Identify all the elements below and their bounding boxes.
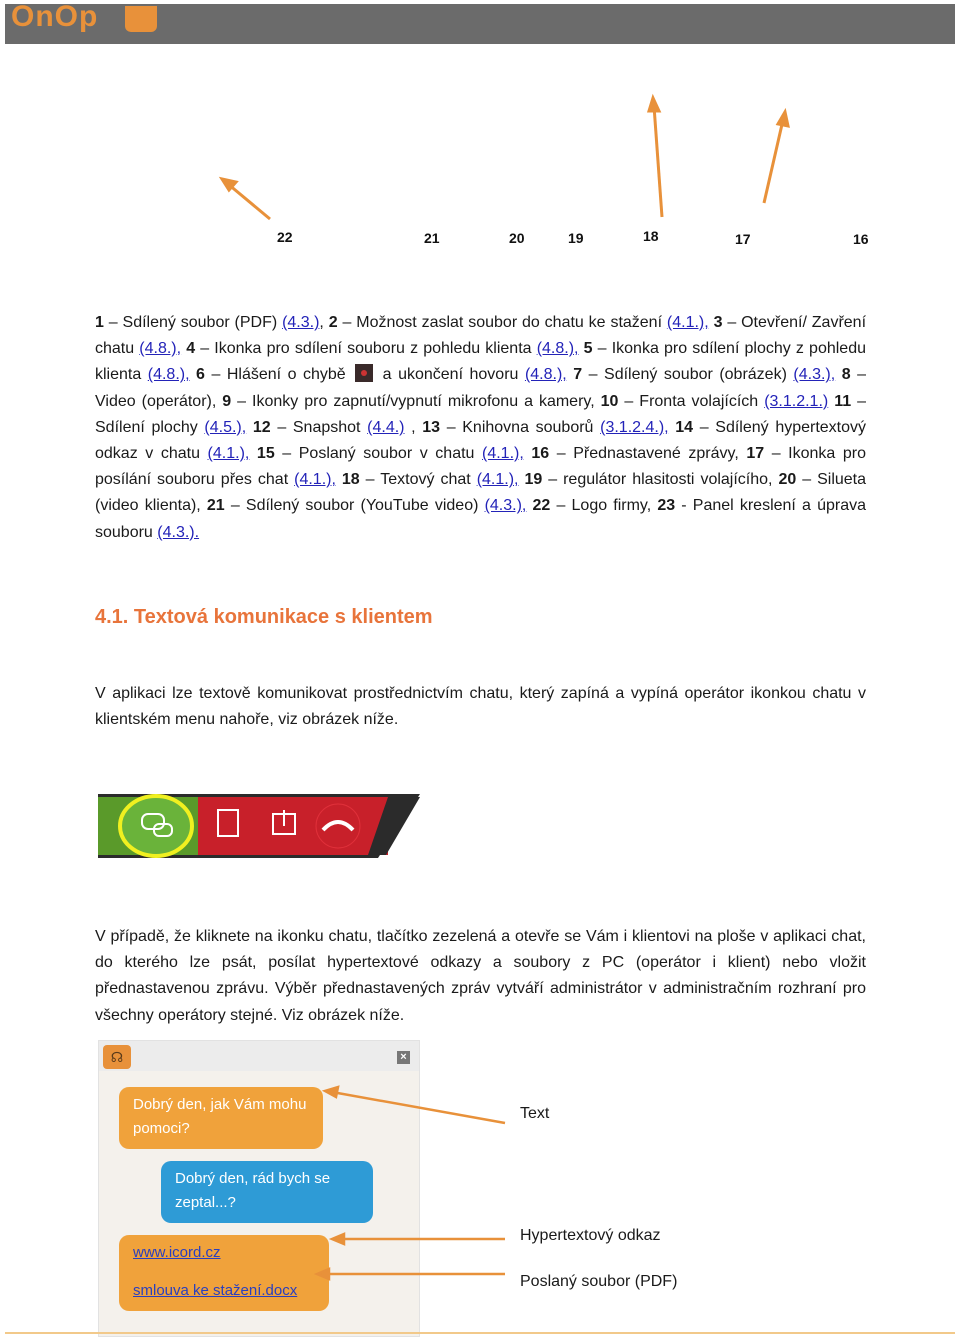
legend-number: 21 xyxy=(206,497,225,515)
label-file: Poslaný soubor (PDF) xyxy=(520,1273,678,1290)
legend-number: 20 xyxy=(778,471,797,489)
legend-number: 18 xyxy=(341,471,360,489)
legend-text: – Přednastavené zprávy, xyxy=(549,445,747,463)
legend-number: 15 xyxy=(256,445,275,463)
legend-number: 23 xyxy=(657,497,676,515)
section-reference-link[interactable]: (4.1.), xyxy=(482,445,524,463)
section-reference-link[interactable]: (4.3.), xyxy=(793,366,836,384)
legend-number: 14 xyxy=(675,418,694,436)
footer-divider xyxy=(5,1332,955,1334)
label-hyperlink: Hypertextový odkaz xyxy=(520,1227,661,1244)
section-reference-link[interactable]: (4.5.), xyxy=(204,418,247,436)
callout-21: 21 xyxy=(424,230,440,246)
legend-number: 5 xyxy=(583,340,593,358)
legend-text: – Ikonka pro posílání souboru přes chat xyxy=(95,445,867,489)
legend-text: – Sdílený soubor (obrázek) xyxy=(582,366,794,384)
legend-text: – Sdílený hypertextový odkaz v chatu xyxy=(95,418,867,463)
client-menu-screenshot xyxy=(98,794,420,858)
legend-text: – regulátor hlasitosti volajícího, xyxy=(542,471,779,489)
legend-text: – Poslaný soubor v chatu xyxy=(274,445,482,463)
section-heading: 4.1. Textová komunikace s klientem xyxy=(95,606,433,628)
client-menu-image xyxy=(98,794,420,858)
section-reference-link[interactable]: (3.1.2.4.), xyxy=(600,418,669,436)
legend-number: 4 xyxy=(186,340,196,358)
section-reference-link[interactable]: (3.1.2.1.) xyxy=(764,392,829,410)
section-reference-link[interactable]: (4.4.) xyxy=(367,418,405,436)
section-reference-link[interactable]: (4.8.), xyxy=(139,340,182,358)
legend-text: – Hlášení o chybě xyxy=(204,366,353,384)
legend-text: , xyxy=(404,418,423,436)
legend-text: – Sdílený soubor (PDF) xyxy=(103,314,283,331)
section-reference-link[interactable]: (4.3.). xyxy=(157,523,200,541)
legend-number: 3 xyxy=(713,314,723,331)
section-reference-link[interactable]: (4.1.), xyxy=(207,445,250,463)
legend-text: – Knihovna souborů xyxy=(440,418,601,436)
legend-text: - Panel kreslení a úprava souboru xyxy=(95,497,866,541)
section-reference-link[interactable]: (4.3.), xyxy=(484,497,527,515)
section-reference-link[interactable]: (4.1.), xyxy=(294,471,336,489)
legend-number: 19 xyxy=(524,471,543,489)
callout-arrows xyxy=(0,0,960,280)
attachment-bubble xyxy=(119,1235,329,1311)
legend-number: 17 xyxy=(746,445,765,463)
section-reference-link[interactable]: (4.3.) xyxy=(282,314,320,331)
legend-text: – Ikonka pro sdílení plochy z pohledu klienta xyxy=(95,340,866,384)
close-icon: × xyxy=(397,1051,410,1064)
legend-number: 1 xyxy=(95,314,104,331)
legend-text xyxy=(246,419,253,436)
legend-text: – Ikonka pro sdílení souboru z pohledu klienta xyxy=(195,340,537,358)
legend-text: – Video (operátor), xyxy=(95,366,866,410)
legend-number: 10 xyxy=(600,392,619,410)
callout-arrow-17 xyxy=(764,120,783,203)
intro-paragraph: V aplikaci lze textově komunikovat prostřednictvím chatu, který zapíná a vypíná operátor ikonkou chatu v klientském menu nahoře, viz obrázek níže. xyxy=(95,685,866,729)
legend-text: – Silueta (video klienta), xyxy=(95,471,867,515)
legend-text: – Otevření/ Zavření chatu xyxy=(95,314,867,358)
callout-17: 17 xyxy=(735,231,751,247)
callout-arrow-18 xyxy=(654,106,662,217)
legend-number: 16 xyxy=(531,445,550,463)
legend-number: 11 xyxy=(834,392,852,410)
section-reference-link[interactable]: (4.8.), xyxy=(536,340,579,358)
legend-text xyxy=(249,445,257,462)
legend-text: – Snapshot xyxy=(270,418,368,436)
label-text: Text xyxy=(520,1105,550,1122)
legend-number: 7 xyxy=(573,366,583,384)
file-message[interactable]: smlouva ke stažení.docx xyxy=(133,1282,298,1299)
legend-number: 6 xyxy=(196,366,205,384)
callout-22: 22 xyxy=(277,229,293,245)
operator-message-bubble: Dobrý den, jak Vám mohu pomoci? xyxy=(119,1087,323,1149)
legend-text: – Textový chat xyxy=(359,471,477,489)
legend-text: – Fronta volajících xyxy=(618,392,765,410)
section-reference-link[interactable]: (4.8.), xyxy=(524,366,567,384)
callout-arrow-22 xyxy=(228,184,270,219)
legend-number: 22 xyxy=(532,497,551,515)
section-reference-link[interactable]: (4.8.), xyxy=(147,366,190,384)
legend-number: 8 xyxy=(841,366,851,384)
callout-18: 18 xyxy=(643,228,659,244)
legend-number: 13 xyxy=(422,418,441,436)
hyperlink-message[interactable]: www.icord.cz xyxy=(133,1244,221,1261)
section-reference-link[interactable]: (4.1.), xyxy=(476,471,519,489)
client-message-bubble: Dobrý den, rád bych se zeptal...? xyxy=(161,1161,373,1223)
legend-text: – Sdílení plochy xyxy=(95,392,866,436)
legend-text: – Možnost zaslat soubor do chatu ke stažení xyxy=(337,314,667,331)
legend-text: – Logo firmy, xyxy=(550,497,658,515)
legend-number: 12 xyxy=(252,418,271,436)
chat-header xyxy=(99,1041,419,1071)
arrowhead-18 xyxy=(649,98,659,111)
chat-description-paragraph: V případě, že kliknete na ikonku chatu, tlačítko zezelená a otevře se Vám i klientovi na ploše v aplikaci chat, do kterého lze psát, posílat hypertextové odkazy a soubory z PC (operátor i klient) nebo vložit přednastavenou zprávu. Výběr přednastavených zpráv vytváří administrátor v administračním rozhraní pro všechny operátory stejné. Viz obrázek níže. xyxy=(95,928,866,1024)
section-reference-link[interactable]: (4.1.), xyxy=(666,314,709,331)
legend-number: 9 xyxy=(222,392,232,410)
legend-number: 2 xyxy=(328,314,338,331)
callout-16: 16 xyxy=(853,231,869,247)
headset-icon: ☊ xyxy=(103,1045,131,1069)
legend-text: a ukončení hovoru xyxy=(376,366,525,384)
callout-19: 19 xyxy=(568,230,584,246)
logo-text: OnOp xyxy=(11,4,99,32)
callout-20: 20 xyxy=(509,230,525,246)
legend-part-2 xyxy=(95,366,866,540)
arrowhead-17 xyxy=(778,112,788,126)
legend-text: – Sdílený soubor (YouTube video) xyxy=(224,497,485,515)
legend-paragraph xyxy=(95,310,866,546)
chat-window-screenshot xyxy=(98,1040,420,1337)
legend-text: – Ikonky pro zapnutí/vypnutí mikrofonu a kamery, xyxy=(231,392,601,410)
bug-report-icon xyxy=(355,364,373,382)
legend-text: , xyxy=(319,314,329,331)
